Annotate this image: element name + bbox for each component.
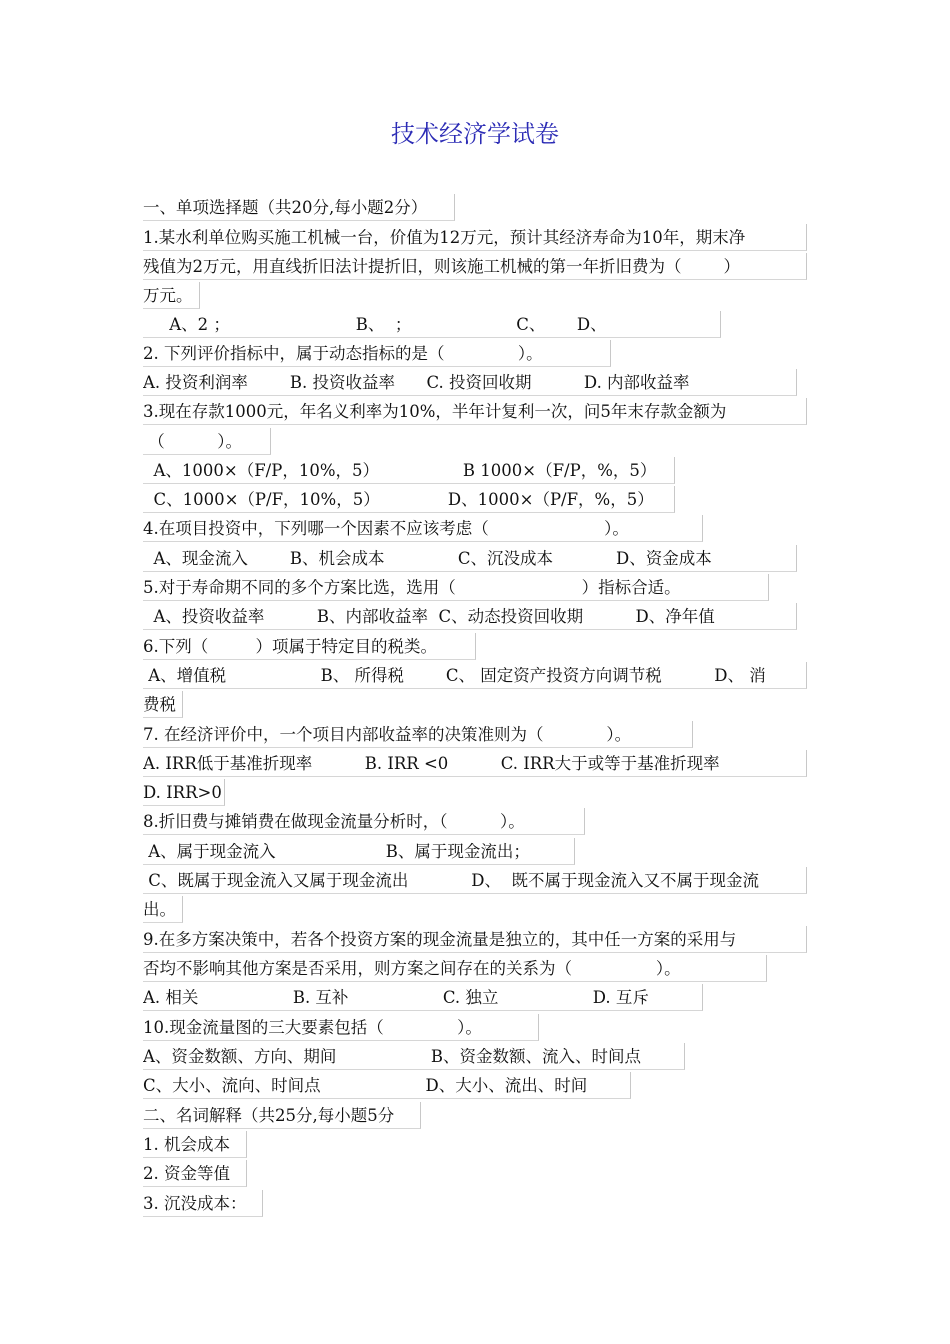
text-line: A、资金数额、方向、期间 B、资金数额、流入、时间点 <box>143 1043 685 1070</box>
text-line: D. IRR>0 <box>143 779 225 806</box>
text-line: 出。 <box>143 896 183 923</box>
text-line: A. 相关 B. 互补 C. 独立 D. 互斥 <box>143 984 703 1011</box>
text-line: A、2 ； B、 ； C、 D、 <box>143 311 721 338</box>
text-line: 2. 资金等值 <box>143 1160 247 1187</box>
text-line: （ ）。 <box>143 428 271 455</box>
text-line: 8.折旧费与摊销费在做现金流量分析时，（ ）。 <box>143 808 585 835</box>
text-line: A. 投资利润率 B. 投资收益率 C. 投资回收期 D. 内部收益率 <box>143 369 797 396</box>
text-line: 5.对于寿命期不同的多个方案比选，选用（ ）指标合适。 <box>143 574 769 601</box>
text-line: 二、名词解释（共25分,每小题5分 <box>143 1102 421 1129</box>
text-line: A、1000×（F/P，10%，5） Β 1000×（F/P，%，5） <box>143 457 675 484</box>
text-line: 6.下列（ ）项属于特定目的税类。 <box>143 633 476 660</box>
text-line: 10.现金流量图的三大要素包括（ ）。 <box>143 1014 539 1041</box>
text-line: 4.在项目投资中，下列哪一个因素不应该考虑（ ）。 <box>143 515 703 542</box>
text-line: C、1000×（P/F，10%，5） D、1000×（P/F，%，5） <box>143 486 675 513</box>
text-line: C、既属于现金流入又属于现金流出 D、 既不属于现金流入又不属于现金流 <box>143 867 807 894</box>
text-line: 费税 <box>143 691 183 718</box>
text-line: 3. 沉没成本： <box>143 1190 263 1217</box>
text-line: A、投资收益率 B、内部收益率 C、动态投资回收期 D、净年值 <box>143 603 797 630</box>
text-line: 7. 在经济评价中，一个项目内部收益率的决策准则为（ ）。 <box>143 721 693 748</box>
text-line: A、增值税 B、 所得税 C、 固定资产投资方向调节税 D、 消 <box>143 662 807 689</box>
exam-title: 技术经济学试卷 <box>391 120 559 148</box>
text-line: C、大小、流向、时间点 D、大小、流出、时间 <box>143 1072 631 1099</box>
text-line: 1. 机会成本 <box>143 1131 247 1158</box>
text-line: 万元。 <box>143 282 200 309</box>
text-line: A、属于现金流入 B、属于现金流出； <box>143 838 575 865</box>
text-line: A、现金流入 B、机会成本 C、沉没成本 D、资金成本 <box>143 545 797 572</box>
text-line: 3.现在存款1000元，年名义利率为10%，半年计复利一次，问5年末存款金额为 <box>143 398 807 425</box>
text-line: 否均不影响其他方案是否采用，则方案之间存在的关系为（ ）。 <box>143 955 767 982</box>
text-line: 残值为2万元，用直线折旧法计提折旧，则该施工机械的第一年折旧费为（ ） <box>143 253 807 280</box>
text-line: 9.在多方案决策中，若各个投资方案的现金流量是独立的，其中任一方案的采用与 <box>143 926 807 953</box>
text-line: A. IRR低于基准折现率 B. IRR <0 C. IRR大于或等于基准折现率 <box>143 750 807 777</box>
text-line: 一、单项选择题（共20分,每小题2分） <box>143 194 455 221</box>
text-line: 2. 下列评价指标中，属于动态指标的是（ ）。 <box>143 340 611 367</box>
text-line: 1.某水利单位购买施工机械一台，价值为12万元，预计其经济寿命为10年，期末净 <box>143 224 807 251</box>
